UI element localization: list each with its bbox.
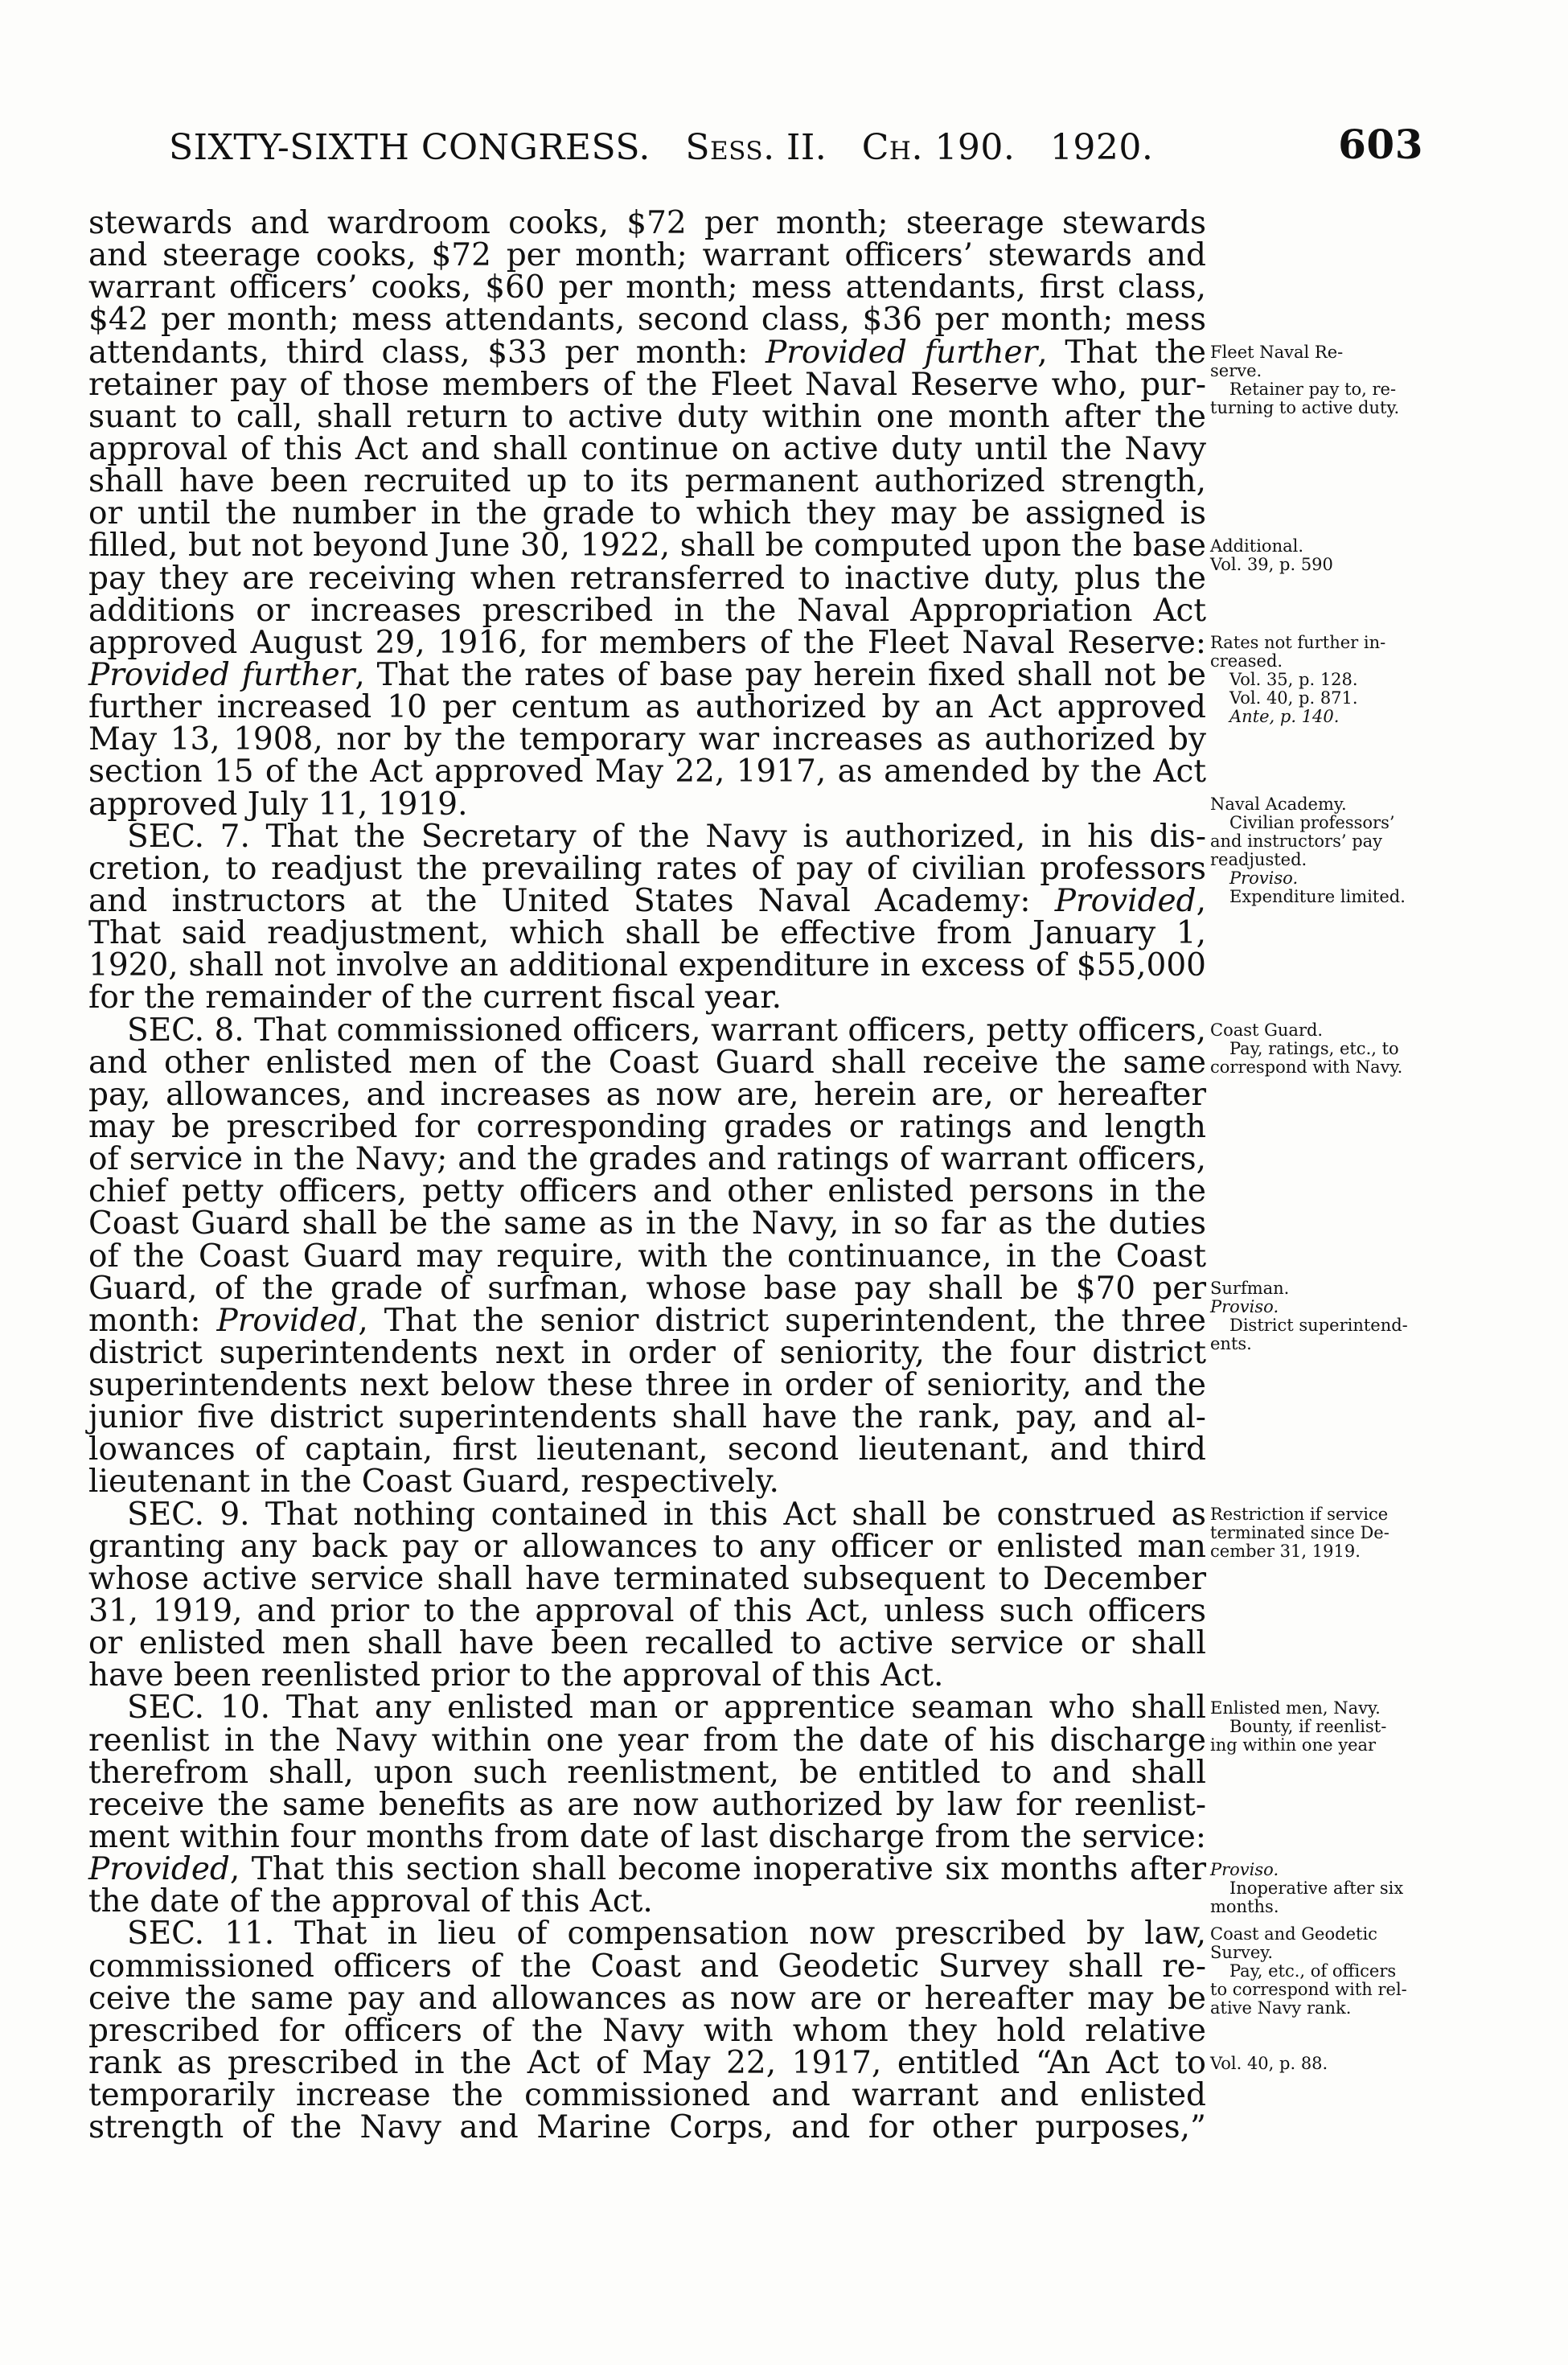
body-text-segment: May 13, 1908, nor by the temporary war increases as authorized by xyxy=(88,721,1206,758)
margin-note-line: Proviso. xyxy=(1210,1296,1279,1316)
body-text-segment: superintendents next below these three in order of seniority, and the xyxy=(88,1367,1206,1404)
body-text-segment: lieutenant in the Coast Guard, respectively. xyxy=(88,1464,779,1501)
body-text-segment: further increased 10 per centum as authorized by an Act approved xyxy=(88,689,1206,726)
body-text-segment: approved July 11, 1919. xyxy=(88,786,468,823)
body-line xyxy=(88,1334,1206,1371)
body-text-segment: pay they are receiving when retransferred to inactive duty, plus the xyxy=(88,560,1206,597)
body-text-segment: granting any back pay or allowances to any officer or enlisted man xyxy=(88,1528,1206,1565)
body-line xyxy=(88,624,1206,661)
body-text-segment: or until the number in the grade to which they may be assigned is xyxy=(88,495,1206,532)
body-line xyxy=(88,1754,1206,1791)
body-line xyxy=(88,1821,1206,1854)
body-text-segment: prescribed for officers of the Navy with whom they hold relative xyxy=(88,2012,1206,2049)
margin-note-line: to correspond with rel- xyxy=(1210,1979,1407,1999)
body-text-segment: of service in the Navy; and the grades and ratings of warrant officers, xyxy=(88,1141,1206,1178)
body-line xyxy=(88,1851,1206,1888)
body-line xyxy=(88,2047,1206,2080)
margin-note xyxy=(1210,1925,1451,2018)
body-line xyxy=(88,1108,1206,1145)
body-text-segment: SEC. 10. That any enlisted man or apprentice seaman who shall xyxy=(127,1690,1206,1727)
margin-note-line: Proviso. xyxy=(1210,1859,1279,1879)
body-line xyxy=(88,1786,1206,1823)
body-text-segment: 1920, shall not involve an additional expenditure in excess of $55,000 xyxy=(88,947,1206,984)
body-line xyxy=(88,753,1206,790)
margin-note-line: Proviso. xyxy=(1229,868,1299,888)
body-text-segment: , That the xyxy=(1037,334,1206,371)
body-line xyxy=(88,1915,1206,1952)
body-text-segment: receive the same benefits as are now authorized by law for reenlist- xyxy=(88,1786,1206,1823)
margin-note-line: readjusted. xyxy=(1210,849,1307,869)
margin-note-line: Vol. 40, p. 88. xyxy=(1210,2053,1328,2073)
margin-note-line: creased. xyxy=(1210,651,1283,671)
margin-note-line: Expenditure limited. xyxy=(1229,886,1406,906)
body-line xyxy=(88,495,1206,532)
body-line xyxy=(88,366,1206,403)
body-line xyxy=(88,786,1206,823)
margin-note-line: ing within one year xyxy=(1210,1735,1377,1755)
body-line xyxy=(88,656,1206,693)
header-session: Sess. II. xyxy=(685,127,827,168)
body-text-segment: SEC. 8. That commissioned officers, warrant officers, petty officers, xyxy=(127,1012,1206,1049)
margin-note-line: District superintend- xyxy=(1229,1315,1408,1335)
body-line xyxy=(88,1560,1206,1597)
margin-note-line: Civilian professors’ xyxy=(1229,812,1395,832)
body-text-segment: temporarily increase the commissioned and warrant and enlisted xyxy=(88,2077,1206,2114)
body-text-segment: 31, 1919, and prior to the approval of this Act, unless such officers xyxy=(88,1593,1206,1630)
margin-note-line: Coast and Geodetic xyxy=(1210,1924,1377,1944)
body-line xyxy=(88,721,1206,758)
body-line xyxy=(88,1690,1206,1727)
margin-note-line: months. xyxy=(1210,1896,1279,1916)
body-text-segment: stewards and wardroom cooks, $72 per month; steerage stewards xyxy=(88,205,1206,241)
header-title xyxy=(169,127,1153,168)
body-text-segment: and instructors at the United States Naval Academy: xyxy=(88,882,1055,919)
margin-note xyxy=(1210,634,1451,726)
margin-note-line: ative Navy rank. xyxy=(1210,1998,1352,2018)
body-text-segment: suant to call, shall return to active duty within one month after the xyxy=(88,398,1206,435)
body-text-segment: approval of this Act and shall continue on active duty until the Navy xyxy=(88,430,1206,467)
body-text-segment: approved August 29, 1916, for members of the Fleet Naval Reserve: xyxy=(88,624,1206,661)
page-number: 603 xyxy=(1338,121,1423,168)
body-line xyxy=(88,237,1206,274)
body-text-segment: SEC. 9. That nothing contained in this Act shall be construed as xyxy=(127,1496,1206,1533)
body-line xyxy=(88,1595,1206,1628)
margin-note-line: Rates not further in- xyxy=(1210,632,1386,652)
body-text-segment: , That the senior district superintendent, the three xyxy=(358,1302,1206,1339)
body-line xyxy=(88,1302,1206,1339)
body-line xyxy=(88,1076,1206,1113)
body-line xyxy=(88,1496,1206,1533)
proviso-italic: Provided further xyxy=(88,656,355,693)
body-line xyxy=(88,560,1206,597)
body-text-segment: commissioned officers of the Coast and Geodetic Survey shall re- xyxy=(88,1948,1206,1985)
margin-note xyxy=(1210,537,1451,574)
body-line xyxy=(88,1270,1206,1307)
margin-note-line: Vol. 40, p. 871. xyxy=(1229,688,1358,708)
body-text-segment: Guard, of the grade of surfman, whose base pay shall be $70 per xyxy=(88,1270,1206,1307)
body-text-segment: lowances of captain, first lieutenant, second lieutenant, and third xyxy=(88,1431,1206,1468)
margin-note-line: Coast Guard. xyxy=(1210,1020,1324,1040)
body-text-segment: therefrom shall, upon such reenlistment, be entitled to and shall xyxy=(88,1754,1206,1791)
body-line xyxy=(88,2077,1206,2114)
body-text-segment: attendants, third class, $33 per month: xyxy=(88,334,766,371)
body-text-segment: may be prescribed for corresponding grades or ratings and length xyxy=(88,1108,1206,1145)
body-text-segment: filled, but not beyond June 30, 1922, shall be computed upon the base xyxy=(88,528,1206,565)
body-text-segment: SEC. 11. That in lieu of compensation now prescribed by law, xyxy=(127,1915,1206,1952)
body-text-segment: , That the rates of base pay herein fixed shall not be xyxy=(355,656,1206,693)
margin-note-line: correspond with Navy. xyxy=(1210,1057,1403,1077)
body-line xyxy=(88,1173,1206,1210)
body-line xyxy=(88,207,1206,240)
body-text-segment: rank as prescribed in the Act of May 22, 1917, entitled “An Act to xyxy=(88,2045,1206,2082)
body-line xyxy=(88,1238,1206,1275)
body-line xyxy=(88,1948,1206,1985)
body-line xyxy=(88,1657,1206,1694)
margin-note-line: and instructors’ pay xyxy=(1210,831,1383,851)
body-text-segment: the date of the approval of this Act. xyxy=(88,1883,653,1920)
body-line xyxy=(88,1044,1206,1081)
margin-note-line: Vol. 35, p. 128. xyxy=(1229,669,1358,689)
body-text-segment: cretion, to readjust the prevailing rates of pay of civilian professors xyxy=(88,850,1206,887)
margin-note-line: Surfman. xyxy=(1210,1278,1290,1298)
body-text-segment: $42 per month; mess attendants, second class, $36 per month; mess xyxy=(88,302,1206,339)
body-text-segment: month: xyxy=(88,1302,217,1339)
body-text-segment: warrant officers’ cooks, $60 per month; mess attendants, first class, xyxy=(88,269,1206,306)
margin-note xyxy=(1210,1279,1451,1353)
body-text-segment: ment within four months from date of last discharge from the service: xyxy=(88,1819,1206,1856)
proviso-italic: Provided xyxy=(1054,882,1197,919)
body-text-segment: Coast Guard shall be the same as in the Navy, in so far as the duties xyxy=(88,1205,1206,1242)
margin-note-line: Restriction if service xyxy=(1210,1505,1389,1524)
margin-note-line: terminated since De- xyxy=(1210,1523,1389,1542)
margin-note xyxy=(1210,795,1451,906)
body-text-segment: junior five district superintendents shall have the rank, pay, and al- xyxy=(88,1399,1206,1436)
body-line xyxy=(88,430,1206,467)
margin-note-line: Bounty, if reenlist- xyxy=(1229,1716,1387,1736)
header-congress: SIXTY-SIXTH CONGRESS. xyxy=(169,127,651,168)
margin-note-line: serve. xyxy=(1210,360,1262,380)
body-line xyxy=(88,2012,1206,2049)
margin-note-line: Pay, ratings, etc., to xyxy=(1229,1038,1399,1058)
body-line xyxy=(88,1205,1206,1242)
body-line xyxy=(88,269,1206,306)
margin-note-line: Inoperative after six xyxy=(1229,1878,1404,1898)
body-line xyxy=(88,1431,1206,1468)
margin-note-line: Survey. xyxy=(1210,1942,1273,1962)
body-text-segment: , xyxy=(1196,882,1206,919)
body-text-segment: section 15 of the Act approved May 22, 1917, as amended by the Act xyxy=(88,753,1206,790)
body-text-segment: additions or increases prescribed in the Naval Appropriation Act xyxy=(88,592,1206,629)
header-year: 1920. xyxy=(1049,127,1154,168)
body-line xyxy=(88,1883,1206,1920)
body-text-segment: of the Coast Guard may require, with the continuance, in the Coast xyxy=(88,1238,1206,1275)
body-line xyxy=(88,1464,1206,1501)
body-line xyxy=(88,947,1206,984)
body-line xyxy=(88,1143,1206,1176)
body-line xyxy=(88,1369,1206,1402)
body-line xyxy=(88,689,1206,726)
margin-note-line: Fleet Naval Re- xyxy=(1210,342,1344,362)
body-line xyxy=(88,979,1206,1016)
body-text-segment: That said readjustment, which shall be effective from January 1, xyxy=(88,915,1206,952)
body-line xyxy=(88,882,1206,919)
margin-note-line: Pay, etc., of officers xyxy=(1229,1961,1397,1981)
running-header xyxy=(169,121,1423,183)
body-line xyxy=(88,334,1206,371)
body-text-segment: chief petty officers, petty officers and other enlisted persons in the xyxy=(88,1173,1206,1210)
body-text-segment: for the remainder of the current fiscal year. xyxy=(88,979,782,1016)
body-text-segment: pay, allowances, and increases as now are, herein are, or hereafter xyxy=(88,1076,1206,1113)
body-line xyxy=(88,915,1206,952)
margin-note-line: Ante, p. 140. xyxy=(1229,706,1340,726)
margin-note-line: turning to active duty. xyxy=(1210,397,1400,417)
body-line xyxy=(88,528,1206,565)
margin-note xyxy=(1210,1699,1451,1755)
body-line xyxy=(88,2109,1206,2146)
body-line xyxy=(88,398,1206,435)
body-text-segment: district superintendents next in order of seniority, the four district xyxy=(88,1334,1206,1371)
body-line xyxy=(88,1012,1206,1049)
proviso-italic: Provided xyxy=(88,1851,230,1888)
body-line xyxy=(88,1399,1206,1436)
body-line xyxy=(88,1625,1206,1662)
body-text-segment: , That this section shall become inoperative six months after xyxy=(229,1851,1206,1888)
body-line xyxy=(88,592,1206,629)
margin-note xyxy=(1210,1021,1451,1077)
body-line xyxy=(88,1722,1206,1759)
body-text-segment: reenlist in the Navy within one year from the date of his discharge xyxy=(88,1722,1206,1759)
proviso-italic: Provided xyxy=(216,1302,359,1339)
proviso-italic: Provided further xyxy=(765,334,1038,371)
margin-note-line: Retainer pay to, re- xyxy=(1229,379,1397,399)
margin-note-line: Vol. 39, p. 590 xyxy=(1210,554,1333,574)
margin-note xyxy=(1210,343,1451,417)
header-chapter: Ch. 190. xyxy=(861,127,1016,168)
body-text-segment: whose active service shall have terminated subsequent to December xyxy=(88,1560,1206,1597)
margin-note-line: Naval Academy. xyxy=(1210,794,1347,814)
body-line xyxy=(88,302,1206,339)
body-text-segment: SEC. 7. That the Secretary of the Navy is authorized, in his dis- xyxy=(127,818,1206,855)
body-text-segment: ceive the same pay and allowances as now are or hereafter may be xyxy=(88,1980,1206,2017)
body-line xyxy=(88,818,1206,855)
body-line xyxy=(88,1980,1206,2017)
body-text-segment: or enlisted men shall have been recalled to active service or shall xyxy=(88,1625,1206,1662)
statute-body-text xyxy=(88,207,1206,2144)
margin-note xyxy=(1210,1505,1451,1561)
margin-note-line: ents. xyxy=(1210,1333,1252,1353)
margin-note xyxy=(1210,1861,1451,1916)
body-line xyxy=(88,463,1206,500)
body-text-segment: and other enlisted men of the Coast Guard shall receive the same xyxy=(88,1044,1206,1081)
body-line xyxy=(88,1528,1206,1565)
body-text-segment: retainer pay of those members of the Fleet Naval Reserve who, pur- xyxy=(88,366,1206,403)
margin-note xyxy=(1210,2055,1451,2073)
body-text-segment: strength of the Navy and Marine Corps, and for other purposes,” xyxy=(88,2109,1206,2146)
body-text-segment: shall have been recruited up to its permanent authorized strength, xyxy=(88,463,1206,500)
margin-note-line: Enlisted men, Navy. xyxy=(1210,1698,1381,1718)
body-line xyxy=(88,850,1206,887)
margin-note-line: Additional. xyxy=(1210,536,1304,556)
body-text-segment: have been reenlisted prior to the approval of this Act. xyxy=(88,1657,944,1694)
margin-note-line: cember 31, 1919. xyxy=(1210,1542,1361,1561)
body-text-segment: and steerage cooks, $72 per month; warrant officers’ stewards and xyxy=(88,237,1206,274)
